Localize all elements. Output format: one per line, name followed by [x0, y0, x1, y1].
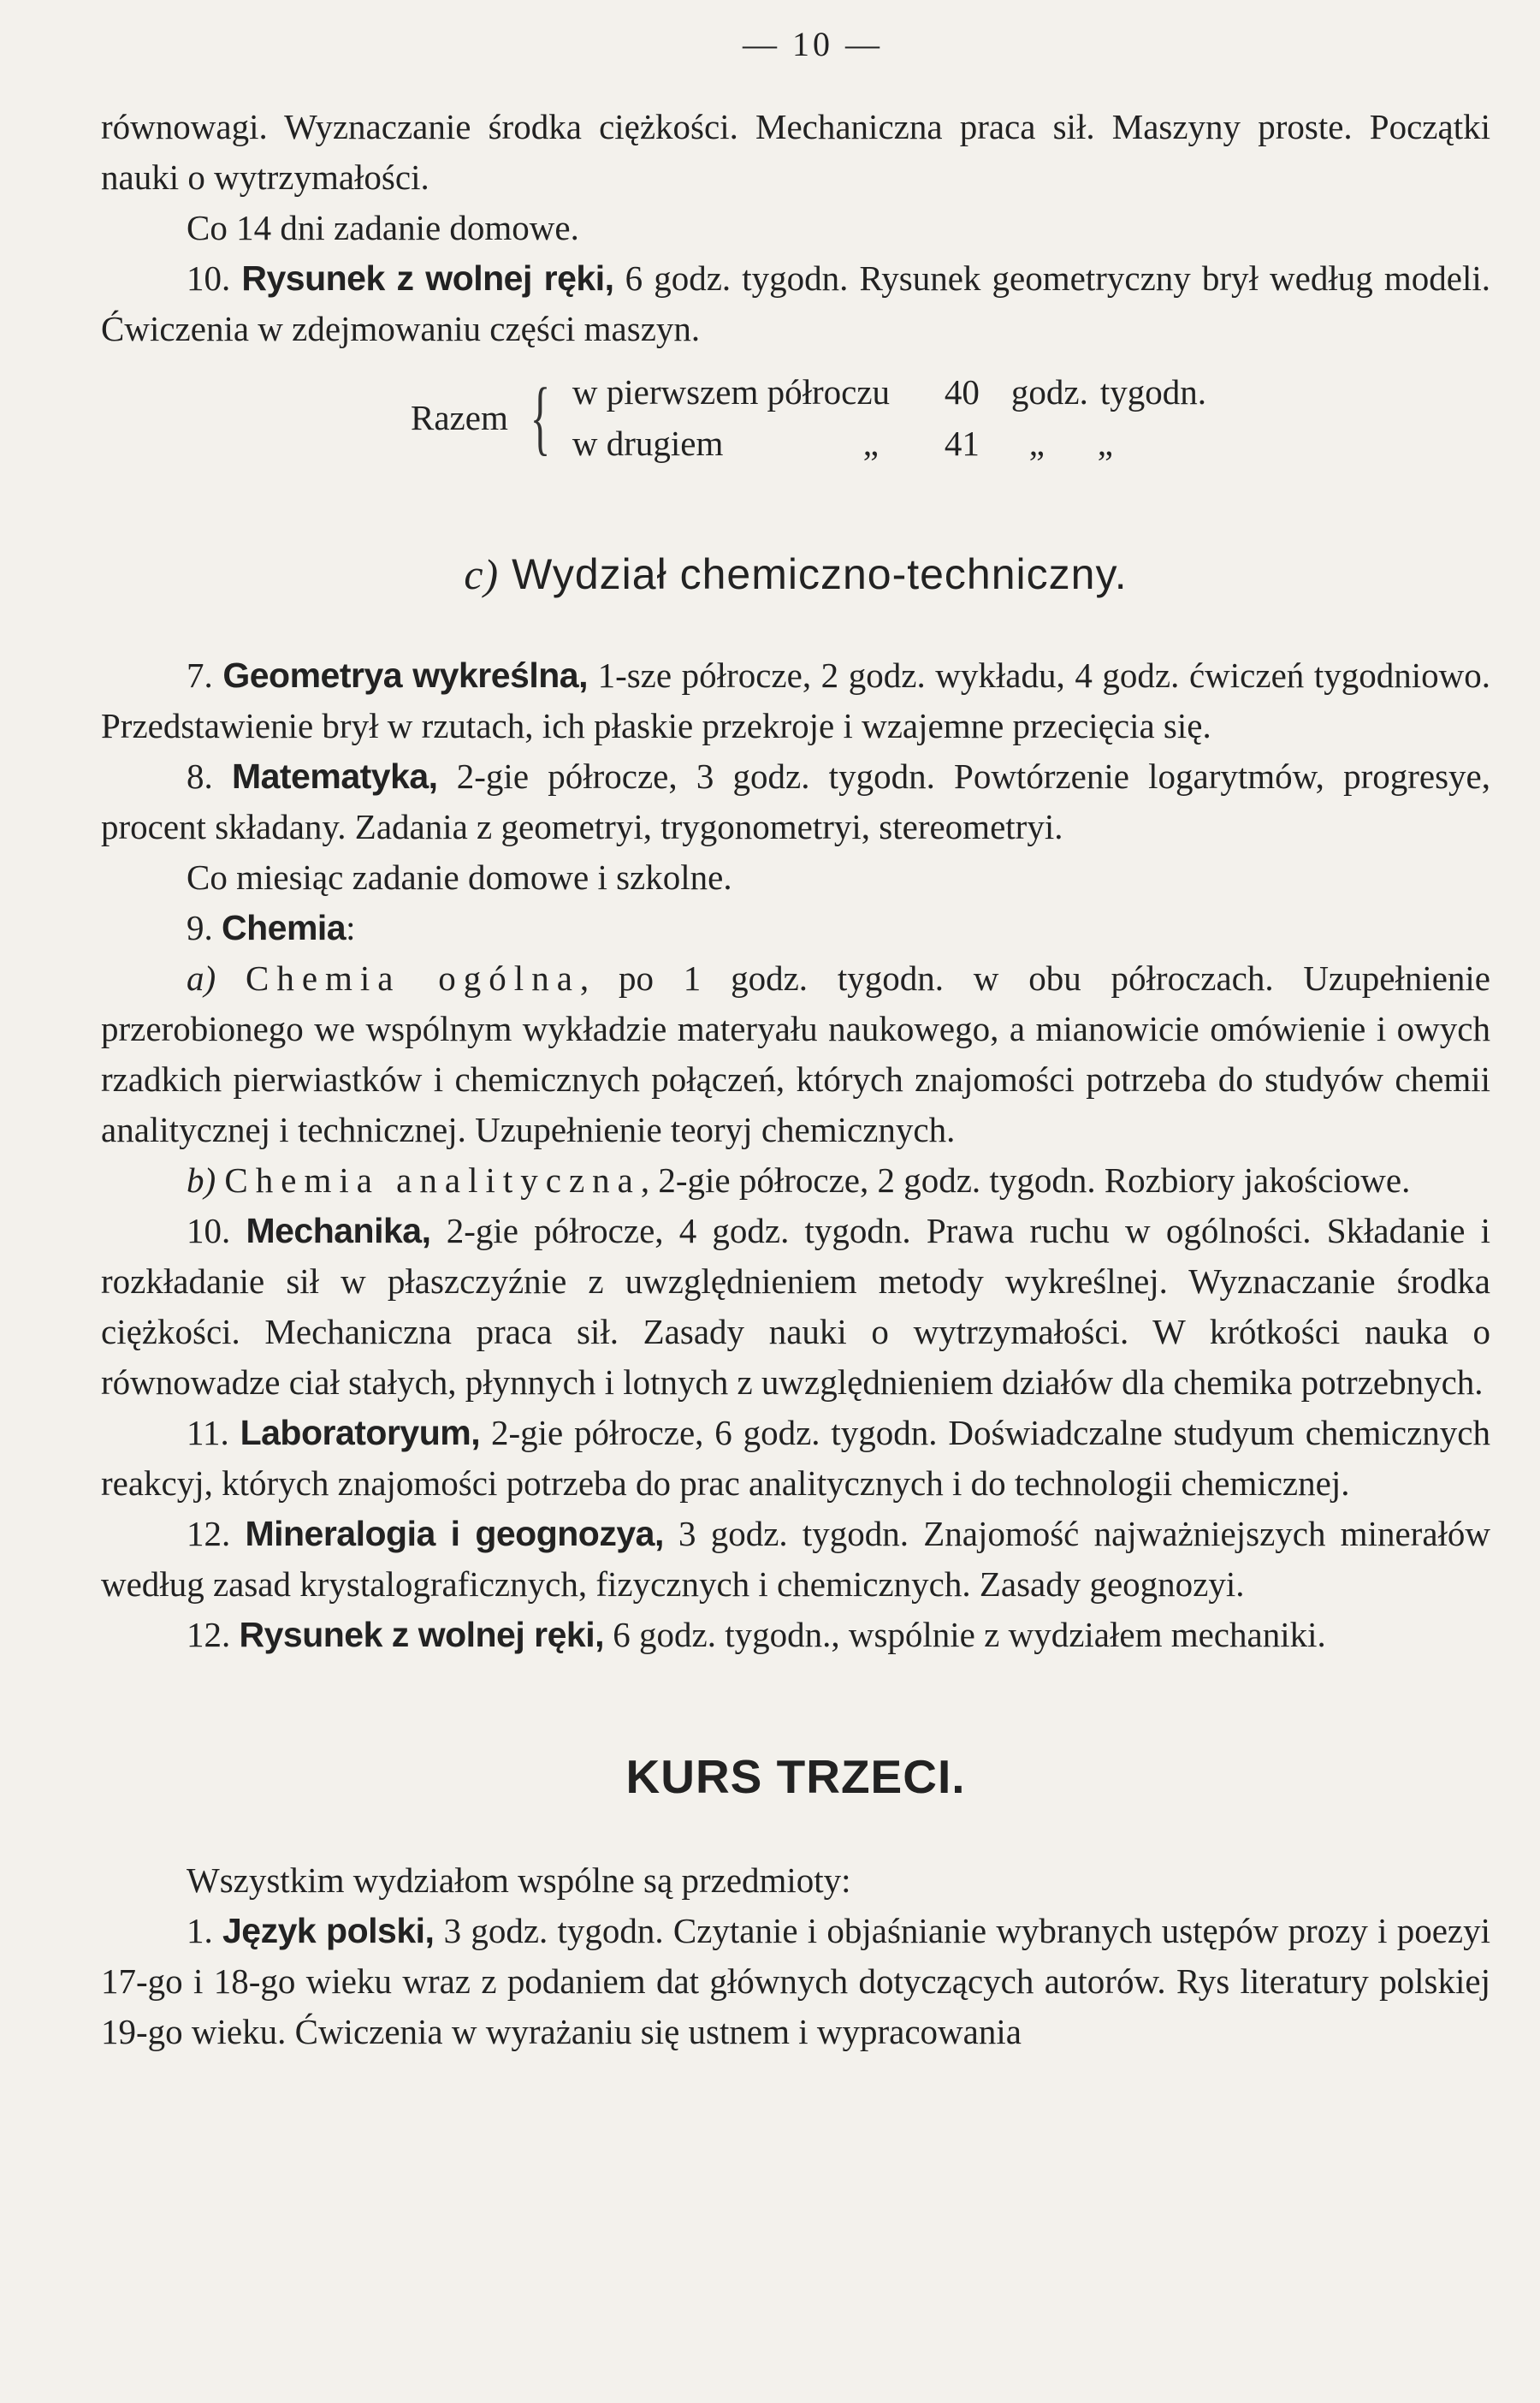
item-text: 3 godz. tygodn. Czytanie i objaśnianie wybranych ustępów prozy i poezyi 17-go i 18-go wieku wraz z podaniem dat głównych dotyczących autorów. Rys literatury polskiej 19-go wieku. Ćwiczenia w wyrażaniu się ustnem i wypracowania: [101, 1911, 1491, 2051]
item-text: , po 1 godz. tygodn. w obu półroczach. Uzupełnienie przerobionego we wspólnym wykładzie materyału naukowego, a mianowicie omówienie i owych rzadkich pierwiastków i chemicznych połączeń, których znajomości potrzeba do studyów chemii analitycznej i technicznej. Uzupełnienie teoryj chemicznych.: [101, 958, 1491, 1149]
item-number: 1.: [187, 1911, 213, 1950]
section-letter: c): [464, 550, 500, 598]
item-text: 6 godz. tygodn. Rysunek geometryczny brył według modeli. Ćwiczenia w zdejmowaniu części maszyn.: [101, 258, 1490, 348]
razem-row-2-ditto3: „: [1097, 424, 1113, 463]
spaced-title: Chemia analityczna: [224, 1160, 641, 1200]
item-title: Matematyka,: [231, 756, 438, 796]
section-heading-c: [101, 549, 1490, 599]
razem-row-2-ditto: „: [862, 424, 879, 463]
item-9b-chemia-analityczna: [101, 1155, 1490, 1206]
item-number: 10.: [187, 258, 231, 298]
kurs-heading: KURS TRZECI.: [625, 1750, 966, 1803]
item-title: Mechanika,: [246, 1211, 431, 1250]
item-text: 3 godz. tygodn. Znajomość najważniejszych minerałów według zasad krystalograficznych, fizycznych i chemicznych. Zasady geognozyi.: [101, 1514, 1491, 1604]
item-9-chemia: [101, 903, 1490, 953]
section-title: Wydział chemiczno-techniczny.: [512, 550, 1128, 598]
item-text: 2-gie półrocze, 6 godz. tygodn. Doświadczalne studyum chemicznych reakcyj, których znajomości potrzeba do prac analitycznych i do technologii chemicznej.: [101, 1413, 1491, 1503]
razem-row-2-num: 41: [944, 424, 980, 463]
razem-rows: [572, 366, 1206, 469]
item-text: , 2-gie półrocze, 2 godz. tygodn. Rozbiory jakościowe.: [640, 1160, 1411, 1200]
item-10-rysunek: [101, 253, 1490, 354]
item-text: 2-gie półrocze, 3 godz. tygodn. Powtórzenie logarytmów, progresye, procent składany. Zadania z geometryi, trygonometryi, stereometryi.: [101, 756, 1490, 846]
item-title: Chemia: [222, 908, 346, 947]
item-title: Rysunek z wolnej ręki,: [239, 1615, 604, 1654]
item-text: 1-sze półrocze, 2 godz. wykładu, 4 godz. ćwiczeń tygodniowo. Przedstawienie brył w rzutach, ich płaskie przekroje i wzajemne przecięcia się.: [101, 656, 1490, 745]
paragraph-homework: Co 14 dni zadanie domowe.: [187, 208, 579, 247]
razem-row-1-text: w pierwszem półroczu: [572, 372, 891, 412]
item-1-jezyk-polski: [101, 1906, 1490, 2057]
razem-row-1-unit: godz.: [1010, 372, 1088, 412]
sub-letter: a): [187, 958, 216, 998]
brace-icon: {: [530, 371, 551, 464]
item-11-laboratoryum: [101, 1408, 1490, 1509]
sub-letter: b): [187, 1160, 216, 1200]
item-text: 6 godz. tygodn., wspólnie z wydziałem mechaniki.: [604, 1615, 1326, 1654]
item-text: 2-gie półrocze, 4 godz. tygodn. Prawa ruchu w ogólności. Składanie i rozkładanie sił w płaszczyźnie z uwzględnieniem metody wykreślnej. Wyznaczanie środka ciężkości. Mechaniczna praca sił. Zasady nauki o wytrzymałości. W krótkości nauka o równowadze ciał stałych, płynnych i lotnych z uwzględnieniem działów dla chemika potrzebnych.: [101, 1211, 1490, 1402]
item-9a-chemia-ogolna: [101, 953, 1490, 1155]
item-12-mineralogia: [101, 1509, 1490, 1610]
paragraph-continuation: równowagi. Wyznaczanie środka ciężkości. Mechaniczna praca sił. Maszyny proste. Początki nauki o wytrzymałości.: [101, 107, 1490, 197]
item-number: 10.: [187, 1211, 231, 1250]
page-number: — 10 —: [743, 25, 883, 63]
razem-row-2: [572, 418, 1206, 469]
item-12-rysunek: [101, 1610, 1490, 1660]
item-number: 11.: [187, 1413, 229, 1452]
item-title: Mineralogia i geognozya,: [245, 1514, 664, 1553]
item-title: Geometrya wykreślna,: [222, 656, 588, 695]
paragraph-monthly: Co miesiąc zadanie domowe i szkolne.: [187, 857, 732, 897]
item-title: Rysunek z wolnej ręki,: [241, 258, 614, 298]
spaced-title: Chemia ogólna: [245, 958, 580, 998]
item-title: Język polski,: [222, 1911, 435, 1950]
item-10-mechanika: [101, 1206, 1490, 1408]
razem-summary: [411, 366, 1490, 469]
paragraph-common-subjects: Wszystkim wydziałom wspólne są przedmioty:: [187, 1860, 851, 1900]
razem-label: Razem: [411, 398, 508, 437]
item-number: 12.: [187, 1615, 231, 1654]
item-colon: :: [346, 908, 356, 947]
item-number: 7.: [187, 656, 213, 695]
item-number: 8.: [187, 756, 213, 796]
razem-row-2-ditto2: „: [1028, 424, 1045, 463]
item-7-geometrya: [101, 650, 1490, 751]
item-title: Laboratoryum,: [240, 1413, 481, 1452]
razem-row-1: [572, 366, 1206, 418]
item-number: 9.: [187, 908, 213, 947]
item-number: 12.: [187, 1514, 231, 1553]
item-8-matematyka: [101, 751, 1490, 852]
razem-row-1-unit2: tygodn.: [1099, 372, 1206, 412]
razem-row-1-num: 40: [944, 372, 980, 412]
razem-row-2-text: w drugiem: [572, 424, 724, 463]
